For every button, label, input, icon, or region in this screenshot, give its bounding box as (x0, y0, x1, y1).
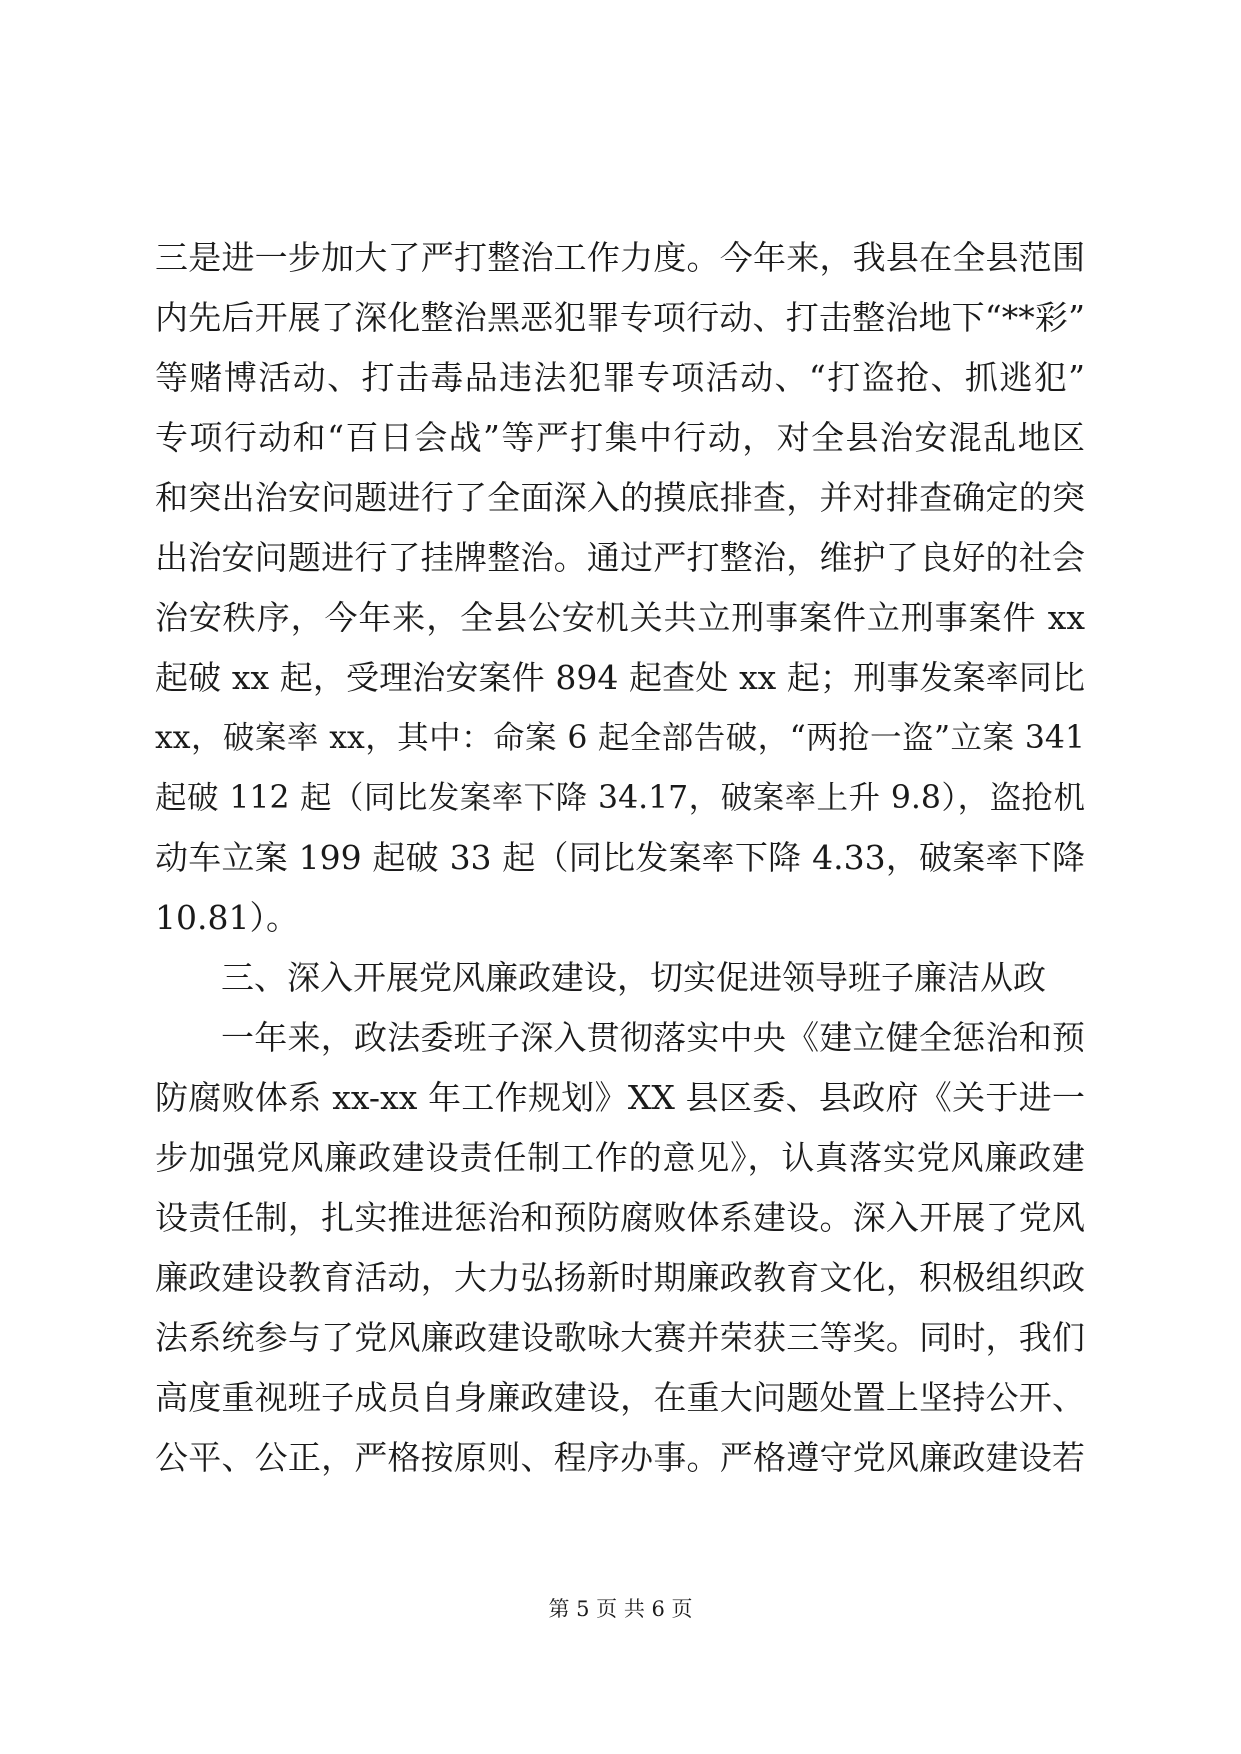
text-line: 法系统参与了党风廉政建设歌咏大赛并荣获三等奖。同时，我们 (155, 1318, 1085, 1357)
text-line: 高度重视班子成员自身廉政建设，在重大问题处置上坚持公开、 (155, 1378, 1085, 1417)
text-line: 专项行动和“百日会战”等严打集中行动，对全县治安混乱地区 (155, 418, 1085, 457)
text-line: 等赌博活动、打击毒品违法犯罪专项活动、“打盗抢、抓逃犯” (155, 358, 1085, 397)
text-line: 公平、公正，严格按原则、程序办事。严格遵守党风廉政建设若 (155, 1438, 1085, 1477)
paragraph-end-line: 10.81）。 (155, 898, 299, 937)
text-line: 起破 xx 起，受理治安案件 894 起查处 xx 起；刑事发案率同比 (155, 658, 1085, 697)
text-line: 起破 112 起（同比发案率下降 34.17，破案率上升 9.8），盗抢机 (155, 780, 1085, 816)
page-footer: 第 5 页 共 6 页 (548, 1597, 693, 1621)
text-line: 防腐败体系 xx-xx 年工作规划》XX 县区委、县政府《关于进一 (155, 1078, 1085, 1117)
text-line: 内先后开展了深化整治黑恶犯罪专项行动、打击整治地下“**彩” (155, 298, 1085, 337)
text-line: 出治安问题进行了挂牌整治。通过严打整治，维护了良好的社会 (155, 538, 1085, 577)
paragraph-first-line: 一年来，政法委班子深入贯彻落实中央《建立健全惩治和预 (221, 1018, 1085, 1057)
text-line: xx，破案率 xx，其中：命案 6 起全部告破，“两抢一盗”立案 341 (155, 720, 1085, 756)
text-line: 设责任制，扎实推进惩治和预防腐败体系建设。深入开展了党风 (155, 1198, 1085, 1237)
document-body (155, 228, 1085, 1488)
text-line: 治安秩序，今年来，全县公安机关共立刑事案件立刑事案件 xx (155, 598, 1085, 637)
text-line: 廉政建设教育活动，大力弘扬新时期廉政教育文化，积极组织政 (155, 1258, 1085, 1297)
text-line: 和突出治安问题进行了全面深入的摸底排查，并对排查确定的突 (155, 478, 1085, 517)
text-line: 三是进一步加大了严打整治工作力度。今年来，我县在全县范围 (155, 238, 1085, 277)
text-line: 动车立案 199 起破 33 起（同比发案率下降 4.33，破案率下降 (155, 838, 1085, 877)
text-line: 步加强党风廉政建设责任制工作的意见》，认真落实党风廉政建 (155, 1138, 1085, 1177)
section-heading: 三、深入开展党风廉政建设，切实促进领导班子廉洁从政 (221, 958, 1046, 997)
